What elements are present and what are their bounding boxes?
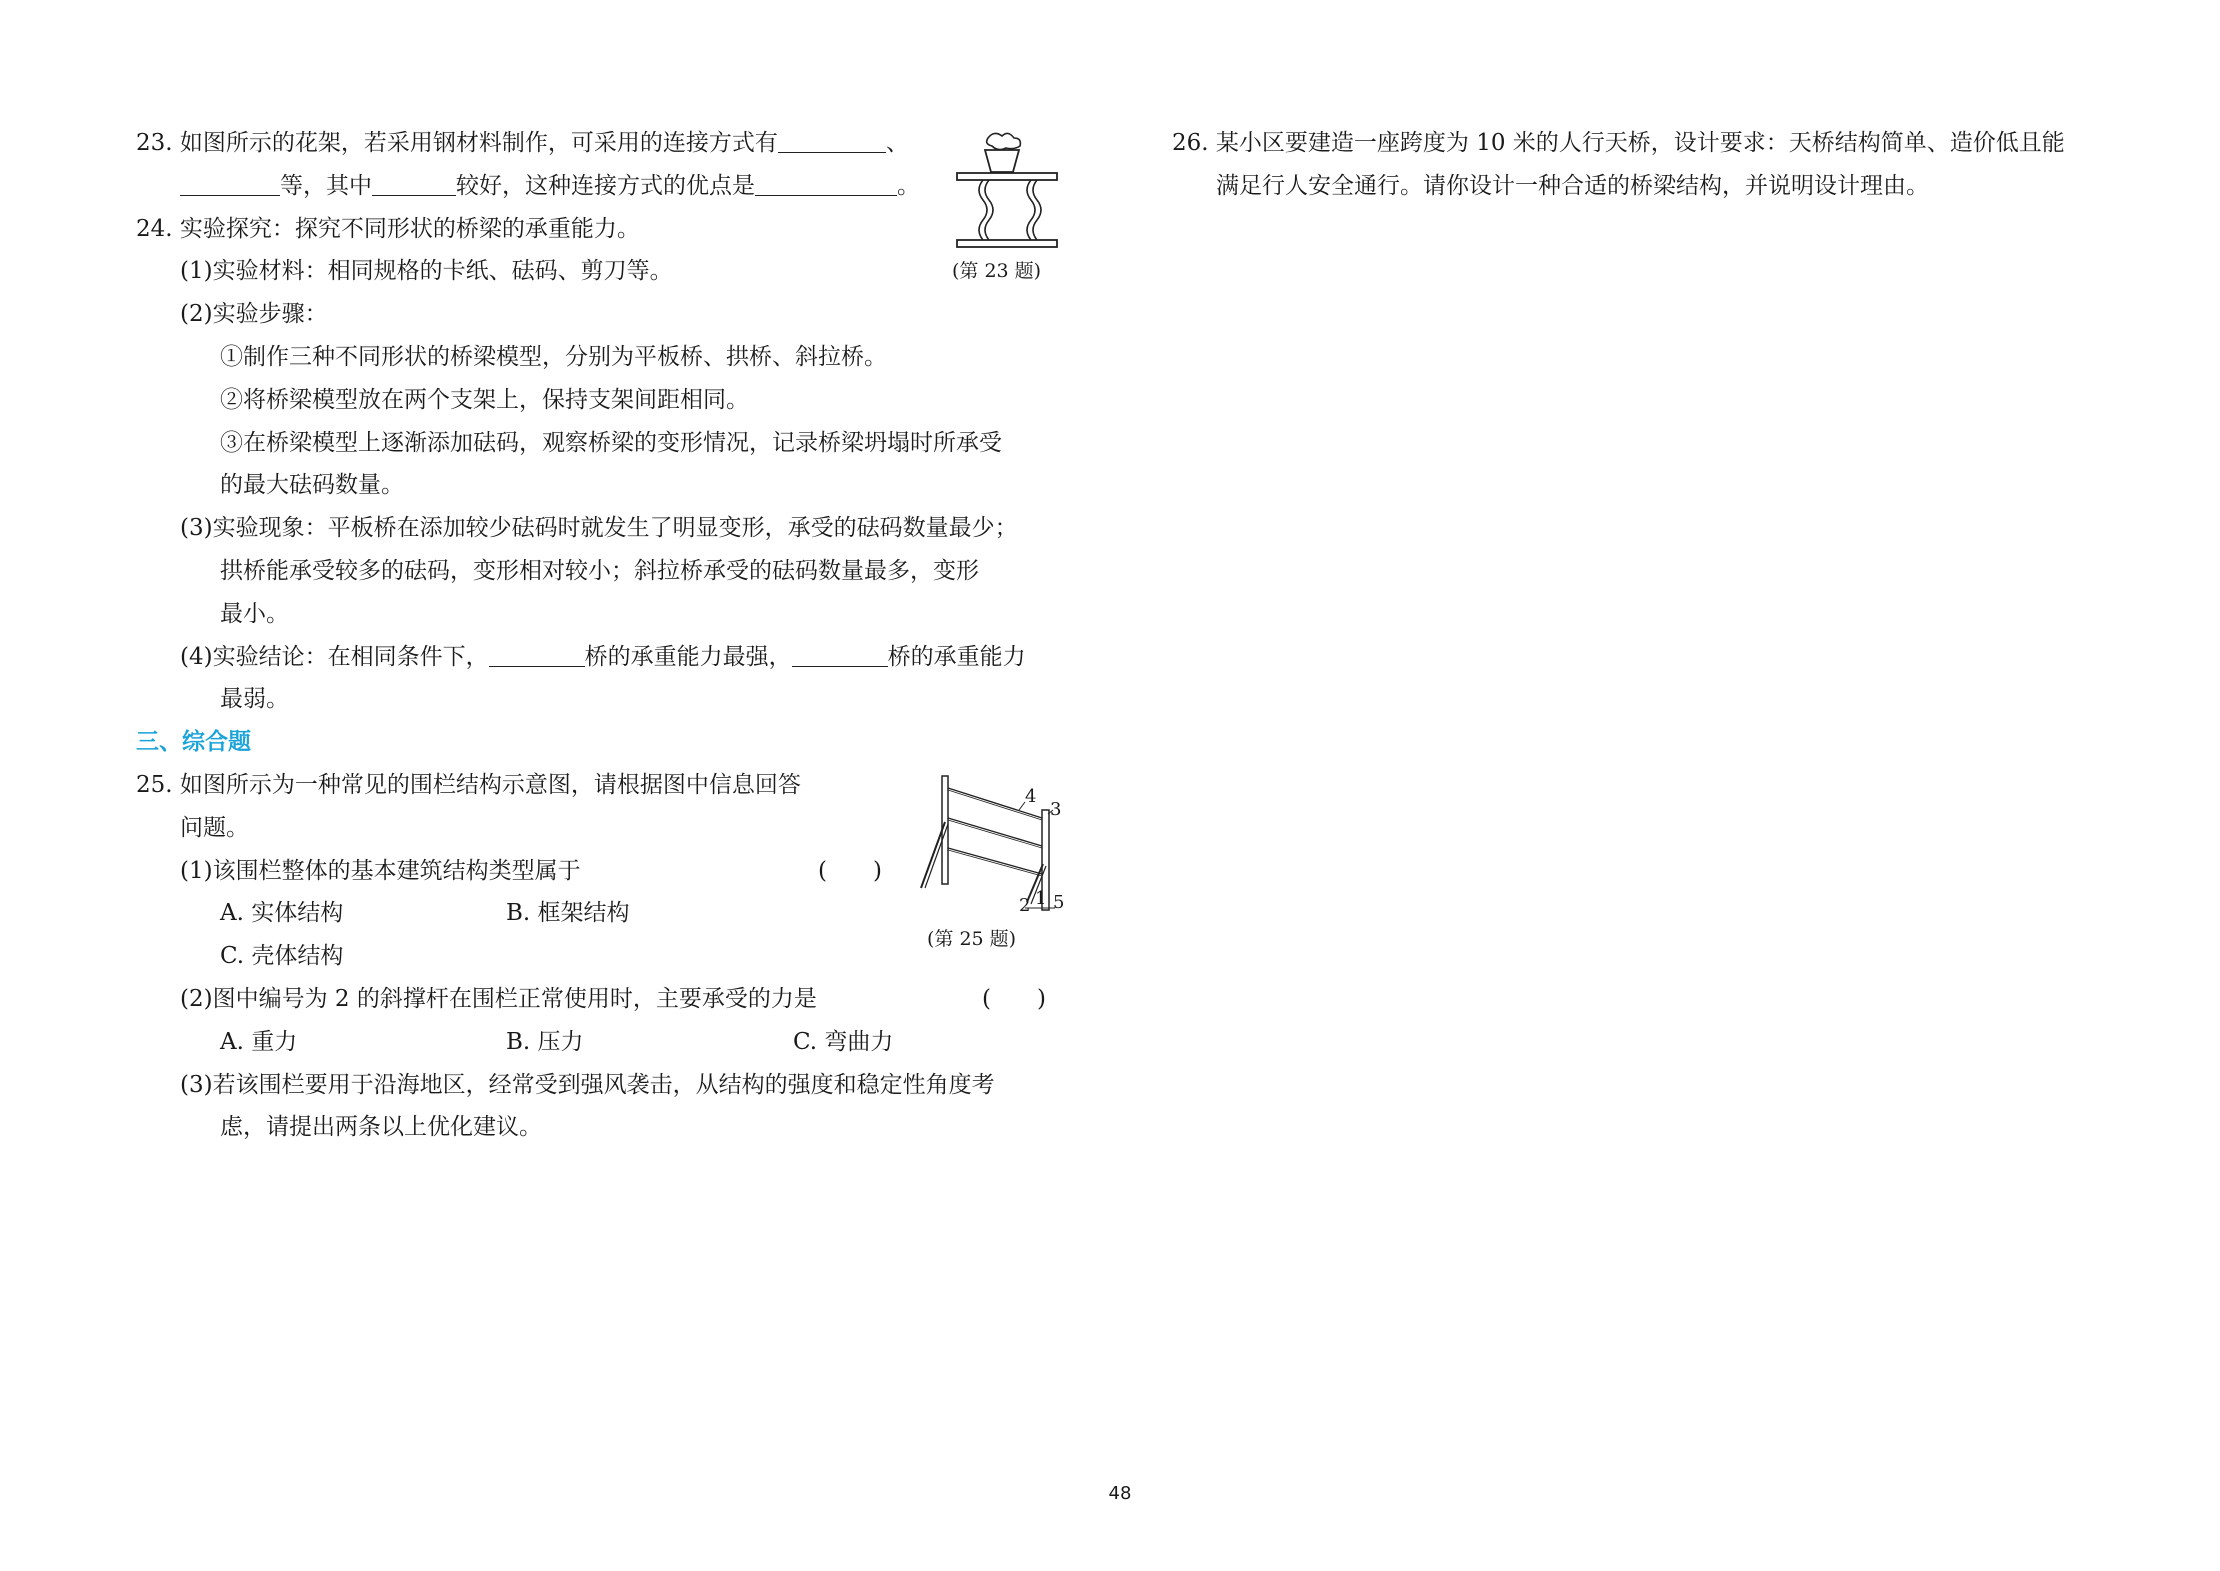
q24-materials: (1)实验材料：相同规格的卡纸、砝码、剪刀等。 (180, 258, 673, 285)
q25-sub1: (1)该围栏整体的基本建筑结构类型属于 ( ) (136, 850, 1061, 893)
q25-sub1-option-a[interactable]: A. 实体结构 (220, 900, 344, 927)
fig23-caption: (第 23 题) (952, 260, 1042, 282)
q25-sub2: (2)图中编号为 2 的斜撑杆在围栏正常使用时，主要承受的力是 ( ) (136, 978, 1061, 1021)
q24-conclusion-line2: 最弱。 (220, 686, 289, 713)
q25-sub3-line1: (3)若该围栏要用于沿海地区，经常受到强风袭击，从结构的强度和稳定性角度考 (180, 1071, 995, 1098)
fig25-caption: (第 25 题) (927, 928, 1017, 950)
section-title: 三、综合题 (136, 729, 251, 756)
q25-sub1-option-b[interactable]: B. 框架结构 (506, 900, 630, 927)
left-column (136, 122, 1061, 1149)
q25-line2: 问题。 (180, 814, 249, 841)
q24-blank-weakest[interactable] (792, 638, 888, 667)
q26-line2: 满足行人安全通行。请你设计一种合适的桥梁结构，并说明设计理由。 (1216, 172, 1929, 199)
q24-conclusion-line1: (4)实验结论：在相同条件下， 桥的承重能力最强， 桥的承重能力 (136, 636, 1061, 679)
q24-blank-strongest[interactable] (489, 638, 585, 667)
q23-line1: 23. 如图所示的花架，若采用钢材料制作，可采用的连接方式有 、 (136, 122, 1061, 165)
q23-blank-3[interactable] (372, 167, 456, 196)
q25-sub1-option-c[interactable]: C. 壳体结构 (220, 943, 344, 970)
q24-step3-line2: 的最大砝码数量。 (220, 472, 404, 499)
q24-step2: ②将桥梁模型放在两个支架上，保持支架间距相同。 (220, 386, 749, 413)
q25-sub1-answer-paren[interactable]: ( ) (818, 857, 882, 884)
fig25-label-2: 2 (1019, 895, 1031, 916)
q26-line1: 26. 某小区要建造一座跨度为 10 米的人行天桥，设计要求：天桥结构简单、造价低且能 (1172, 130, 2065, 156)
q24-step1: ①制作三种不同形状的桥梁模型，分别为平板桥、拱桥、斜拉桥。 (220, 343, 887, 370)
q24-phenomenon-line1: (3)实验现象：平板桥在添加较少砝码时就发生了明显变形，承受的砝码数量最少； (180, 515, 1018, 542)
q25-sub3-line2: 虑，请提出两条以上优化建议。 (220, 1114, 542, 1141)
q25-sub2-option-c[interactable]: C. 弯曲力 (793, 1028, 894, 1055)
fig25-label-3: 3 (1050, 799, 1062, 820)
q25-sub2-option-b[interactable]: B. 压力 (506, 1028, 584, 1055)
q24-step3-line1: ③在桥梁模型上逐渐添加砝码，观察桥梁的变形情况，记录桥梁坍塌时所承受 (220, 429, 1002, 456)
q25-sub2-answer-paren[interactable]: ( ) (982, 985, 1046, 1012)
q24-phenomenon-line2: 拱桥能承受较多的砝码，变形相对较小；斜拉桥承受的砝码数量最多，变形 (220, 557, 979, 584)
flower-stand-figure (955, 128, 1065, 256)
page-number: 48 (1108, 1483, 1132, 1504)
q25-line1: 25. 如图所示为一种常见的围栏结构示意图，请根据图中信息回答 (136, 771, 801, 798)
q25-sub1-options-2 (136, 935, 1061, 978)
q25-sub2-option-a[interactable]: A. 重力 (220, 1028, 298, 1055)
q24-steps-label: (2)实验步骤： (180, 301, 328, 328)
q23-blank-2[interactable] (180, 167, 280, 196)
q23-line2: 等，其中 较好，这种连接方式的优点是 。 (136, 165, 1061, 208)
q24-title: 24. 实验探究：探究不同形状的桥梁的承重能力。 (136, 215, 640, 242)
q23-blank-1[interactable] (778, 124, 886, 153)
fig25-label-5: 5 (1053, 892, 1065, 913)
q24-phenomenon-line3: 最小。 (220, 600, 289, 627)
q25-sub2-options (136, 1021, 1061, 1064)
fig25-label-4: 4 (1025, 786, 1037, 807)
fig25-label-1: 1 (1035, 888, 1047, 909)
right-column (1172, 122, 2112, 208)
q23-blank-4[interactable] (755, 167, 897, 196)
q23-text: 23. 如图所示的花架，若采用钢材料制作，可采用的连接方式有 (136, 130, 778, 156)
